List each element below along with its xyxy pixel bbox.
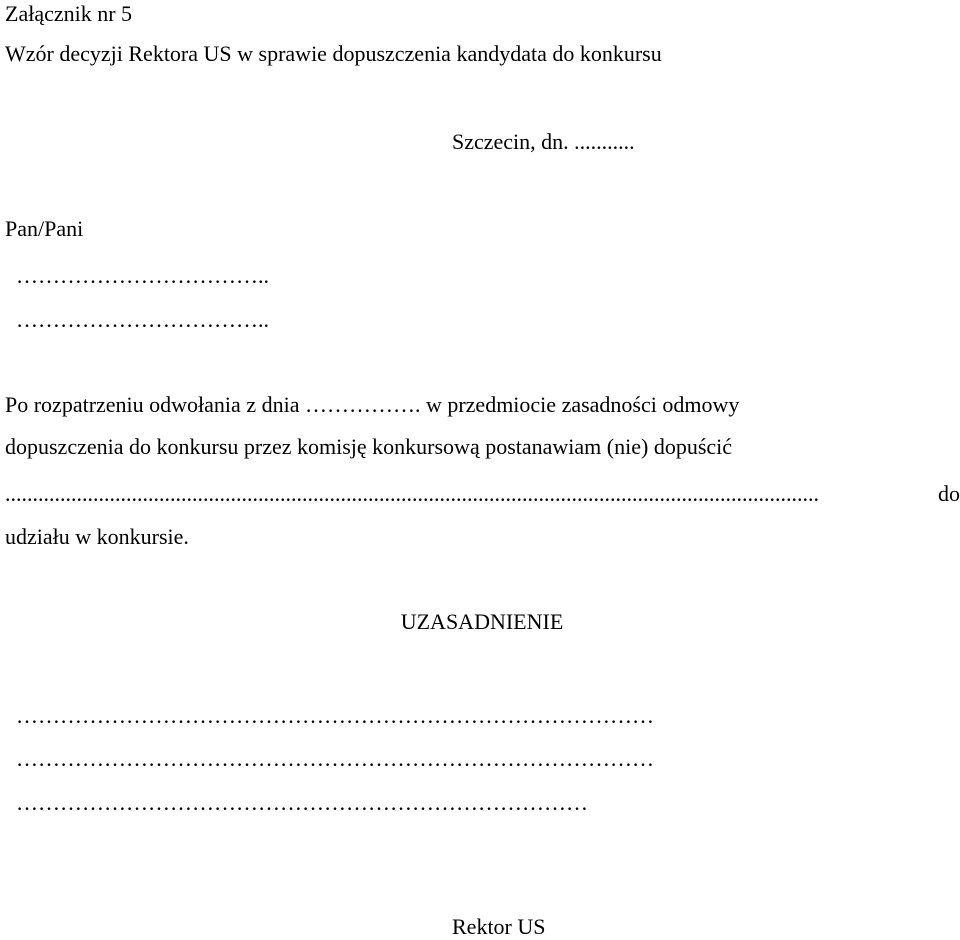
body-line-3-end: do bbox=[938, 481, 960, 506]
justification-line-3: …………………………………………………………………… bbox=[16, 790, 588, 815]
salutation: Pan/Pani bbox=[5, 216, 84, 241]
addressee-line-2: …………………………….. bbox=[16, 307, 269, 332]
body-line-3-dots: .................................................................................................................................................... bbox=[5, 481, 819, 506]
addressee-line-1: …………………………….. bbox=[16, 263, 269, 288]
justification-line-1: …………………………………………………………………………… bbox=[16, 703, 654, 728]
body-line-1: Po rozpatrzeniu odwołania z dnia ……………. w przedmiocie zasadności odmowy bbox=[5, 392, 740, 417]
place-date: Szczecin, dn. ........... bbox=[452, 129, 635, 154]
body-line-2: dopuszczenia do konkursu przez komisję konkursową postanawiam (nie) dopuścić bbox=[5, 434, 733, 459]
document-subtitle: Wzór decyzji Rektora US w sprawie dopuszczenia kandydata do konkursu bbox=[5, 41, 662, 66]
signature: Rektor US bbox=[452, 914, 546, 939]
annex-label: Załącznik nr 5 bbox=[5, 1, 133, 26]
justification-heading: UZASADNIENIE bbox=[400, 609, 564, 634]
justification-line-2: …………………………………………………………………………… bbox=[16, 746, 654, 771]
body-line-3 bbox=[5, 481, 960, 507]
body-line-4: udziału w konkursie. bbox=[5, 524, 189, 549]
